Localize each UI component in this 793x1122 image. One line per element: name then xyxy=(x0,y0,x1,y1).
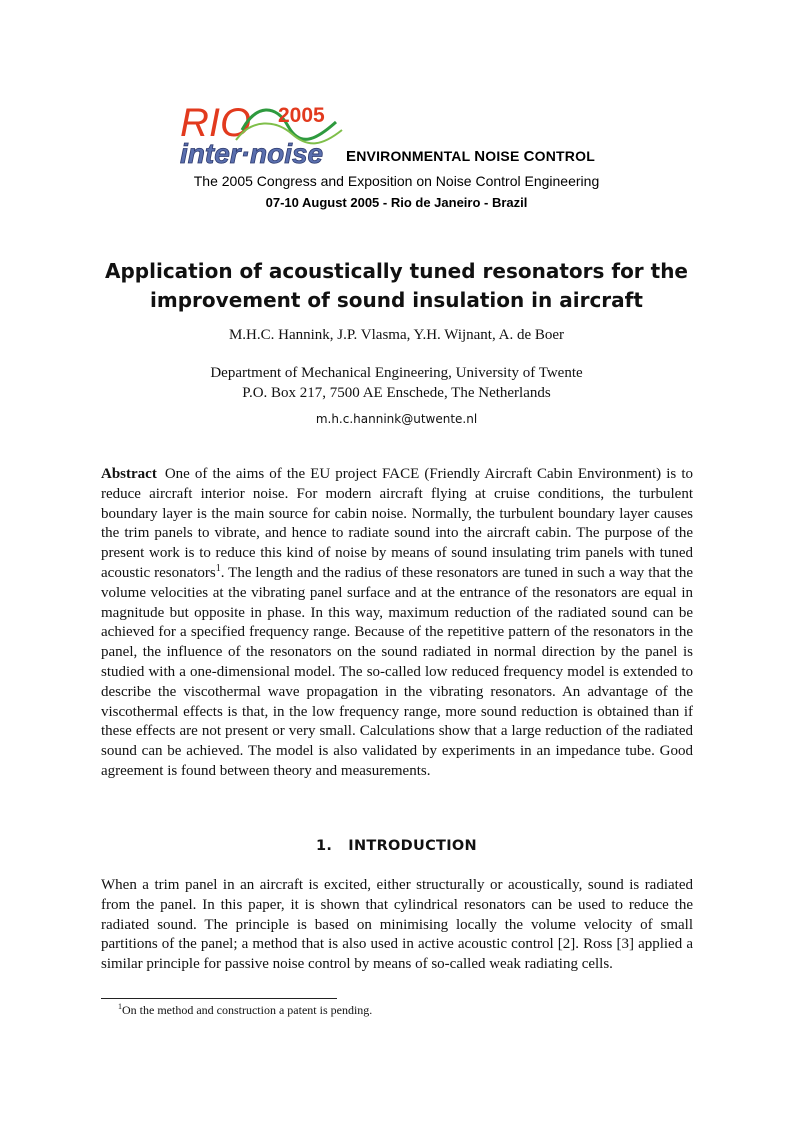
logo-brand-text: inter·noise xyxy=(180,138,324,166)
author-email: m.h.c.hannink@utwente.nl xyxy=(315,412,478,426)
footnote xyxy=(118,1003,372,1018)
conference-subtitle: The 2005 Congress and Exposition on Noise Control Engineering xyxy=(193,173,600,189)
affiliation-line-2: P.O. Box 217, 7500 AE Enschede, The Netherlands xyxy=(242,385,551,401)
logo-rio-text: RIO xyxy=(180,101,252,145)
conference-logo xyxy=(176,100,346,166)
conference-dates: 07-10 August 2005 - Rio de Janeiro - Brazil xyxy=(265,195,528,210)
conference-name: ENVIRONMENTAL NOISE CONTROL xyxy=(346,148,595,165)
footnote-text: On the method and construction a patent is pending. xyxy=(122,1003,373,1017)
abstract xyxy=(101,465,693,782)
footnote-reference: 1 xyxy=(215,562,221,574)
abstract-text-2: . The length and the radius of these resonators are tuned in such a way that the volume velocities at the vibrating panel surface and at the entrance of the resonators are equal in magnitude but opposite in phase. In this way, maximum reduction of the radiated sound can be achieved for a specified frequency range. Because of the repetitive pattern of the resonators in the panel, the influence of the resonators on the sound radiated in normal direction by the panel is studied with a one-dimensional model. The so-called low reduced frequency model is extended to describe the viscothermal wave propagation in the vibrating resonators. An advantage of the viscothermal effects is that, in the low frequency range, more sound reduction is obtained than if these effects are not present or very small. Calculations show that a large reduction of the radiated sound can be achieved. The model is also validated by experiments in an impedance tube. Good agreement is found between theory and measurements. xyxy=(101,564,693,779)
abstract-text-1: One of the aims of the EU project FACE (Friendly Aircraft Cabin Environment) is to reduce aircraft interior noise. For modern aircraft flying at cruise conditions, the turbulent boundary layer is the main source for cabin noise. Normally, the turbulent boundary layer causes the trim panels to vibrate, and hence to radiate sound into the aircraft cabin. The purpose of the present work is to reduce this kind of noise by means of sound insulating trim panels with tuned acoustic resonators xyxy=(101,466,693,581)
footnote-mark: 1 xyxy=(118,1002,122,1011)
footnote-rule xyxy=(101,998,337,999)
abstract-label: Abstract xyxy=(101,466,157,482)
section-heading-introduction: 1. INTRODUCTION xyxy=(316,838,477,854)
paper-title: Application of acoustically tuned resonators for the improvement of sound insulation in aircraft xyxy=(105,259,688,312)
paper-authors: M.H.C. Hannink, J.P. Vlasma, Y.H. Wijnant, A. de Boer xyxy=(228,327,565,343)
affiliation-line-1: Department of Mechanical Engineering, University of Twente xyxy=(210,365,583,381)
logo-year-text: 2005 xyxy=(278,104,325,127)
introduction-paragraph: When a trim panel in an aircraft is excited, either structurally or acoustically, sound is radiated from the panel. In this paper, it is shown that cylindrical resonators can be used to reduce the radiated sound. The principle is based on minimising locally the volume velocity of small partitions of the panel; a method that is also used in active acoustic control [2]. Ross [3] applied a similar principle for passive noise control by means of so-called weak radiating cells. xyxy=(101,877,693,973)
affiliation xyxy=(0,363,793,403)
